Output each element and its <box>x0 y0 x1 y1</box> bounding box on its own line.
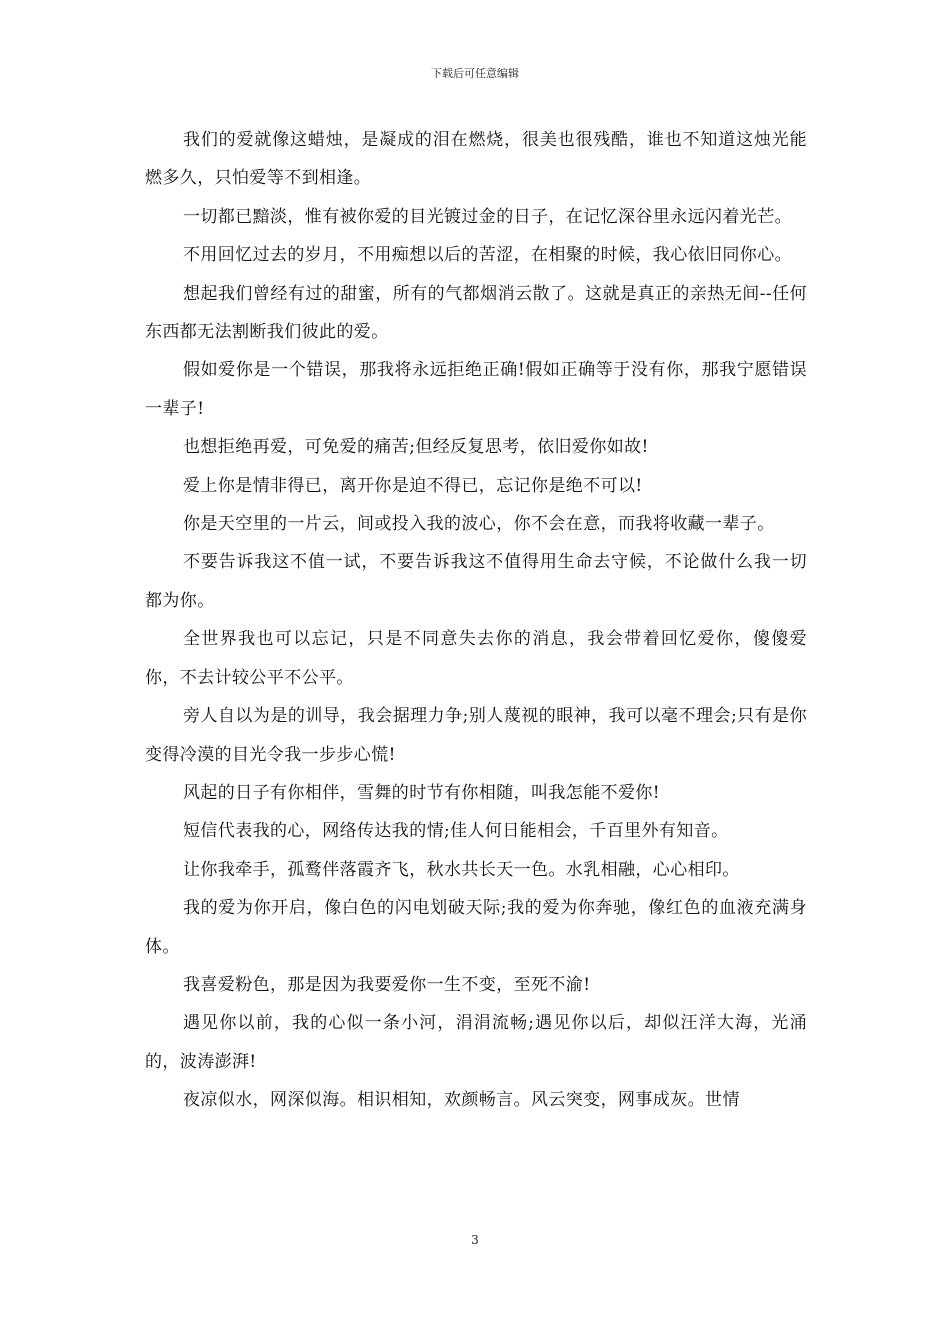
paragraph: 假如爱你是一个错误，那我将永远拒绝正确!假如正确等于没有你，那我宁愿错误一辈子! <box>145 360 807 419</box>
paragraph: 爱上你是情非得已，离开你是迫不得已，忘记你是绝不可以! <box>183 475 643 496</box>
paragraph: 夜凉似水，网深似海。相识相知，欢颜畅言。风云突变，网事成灰。世情 <box>183 1090 740 1111</box>
page-header: 下载后可任意编辑 <box>431 67 519 80</box>
paragraph: 我们的爱就像这蜡烛，是凝成的泪在燃烧，很美也很残酷，谁也不知道这烛光能燃多久，只怕爱等不到相逢。 <box>145 130 807 189</box>
paragraph: 也想拒绝再爱，可免爱的痛苦;但经反复思考，依旧爱你如故! <box>183 437 649 458</box>
paragraph: 我的爱为你开启，像白色的闪电划破天际;我的爱为你奔驰，像红色的血液充满身体。 <box>145 898 807 957</box>
document-body <box>145 121 807 1120</box>
page-number: 3 <box>471 1233 479 1247</box>
paragraph: 全世界我也可以忘记，只是不同意失去你的消息，我会带着回忆爱你，傻傻爱你，不去计较公平不公平。 <box>145 629 807 688</box>
paragraph: 我喜爱粉色，那是因为我要爱你一生不变，至死不渝! <box>183 974 591 995</box>
paragraph: 短信代表我的心，网络传达我的情;佳人何日能相会，千百里外有知音。 <box>183 821 729 842</box>
paragraph: 风起的日子有你相伴，雪舞的时节有你相随，叫我怎能不爱你! <box>183 782 661 803</box>
paragraph: 旁人自以为是的训导，我会据理力争;别人蔑视的眼神，我可以毫不理会;只有是你变得冷漠的目光令我一步步心慌! <box>145 706 807 765</box>
paragraph: 一切都已黯淡，惟有被你爱的目光镀过金的日子，在记忆深谷里永远闪着光芒。 <box>183 206 792 227</box>
paragraph: 遇见你以前，我的心似一条小河，涓涓流畅;遇见你以后，却似汪洋大海，光涌的，波涛澎湃! <box>145 1013 807 1072</box>
paragraph: 不要告诉我这不值一试，不要告诉我这不值得用生命去守候，不论做什么我一切都为你。 <box>145 552 807 611</box>
paragraph: 不用回忆过去的岁月，不用痴想以后的苦涩，在相聚的时候，我心依旧同你心。 <box>183 245 792 266</box>
paragraph: 让你我牵手，孤鹜伴落霞齐飞，秋水共长天一色。水乳相融，心心相印。 <box>183 859 740 880</box>
paragraph: 你是天空里的一片云，间或投入我的波心，你不会在意，而我将收藏一辈子。 <box>183 514 775 535</box>
paragraph: 想起我们曾经有过的甜蜜，所有的气都烟消云散了。这就是真正的亲热无间--任何东西都无法割断我们彼此的爱。 <box>145 283 807 343</box>
